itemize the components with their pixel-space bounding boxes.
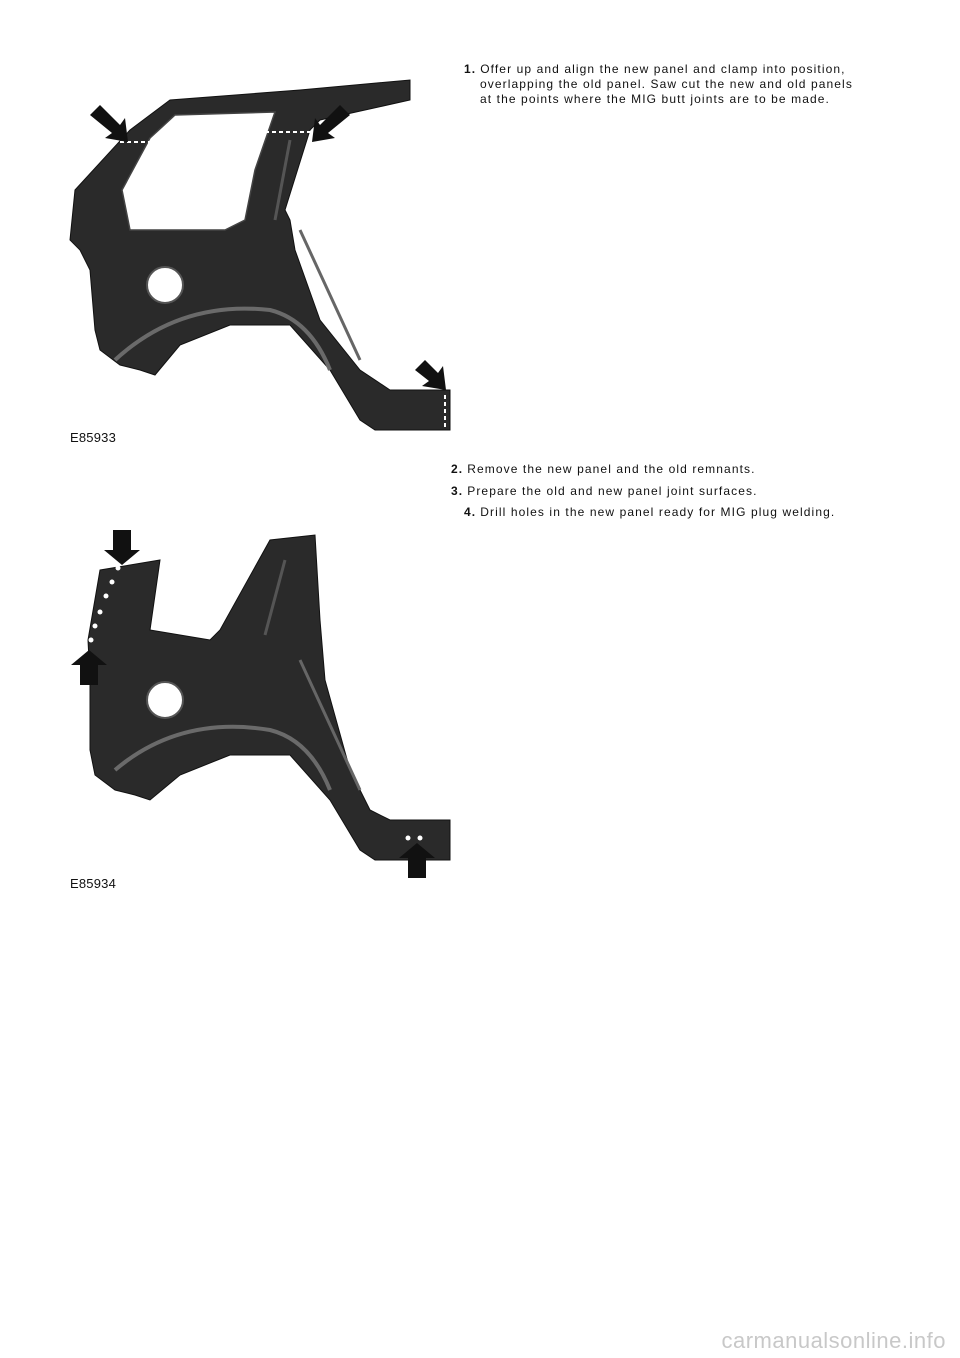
step-number: 3. [451,484,464,498]
step-text-line: at the points where the MIG butt joints are to be made. [480,92,830,106]
fuel-filler-opening [147,682,183,718]
arrow-icon [415,360,446,390]
arrow-icon [90,105,128,142]
step-2 [451,462,931,477]
step-text-line: Offer up and align the new panel and clamp into position, [480,62,846,76]
fuel-filler-opening [147,267,183,303]
step-3 [451,484,931,499]
step-number: 4. [464,505,477,519]
step-number: 1. [464,62,477,76]
arrow-icon [104,530,140,565]
figure-label: E85934 [70,876,117,891]
step-number: 2. [451,462,464,476]
step-text-line: overlapping the old panel. Saw cut the new and old panels [480,77,853,91]
site-watermark: carmanualsonline.info [721,1328,946,1353]
figure-label: E85933 [70,430,117,445]
figure-e85934-panel-illustration [60,520,460,890]
figure-e85933-panel-illustration [60,70,460,440]
step-1 [464,62,884,107]
step-text-line: Remove the new panel and the old remnants. [467,462,756,476]
step-text-line: Drill holes in the new panel ready for MIG plug welding. [480,505,836,519]
step-4 [464,505,934,520]
step-text-line: Prepare the old and new panel joint surfaces. [467,484,758,498]
